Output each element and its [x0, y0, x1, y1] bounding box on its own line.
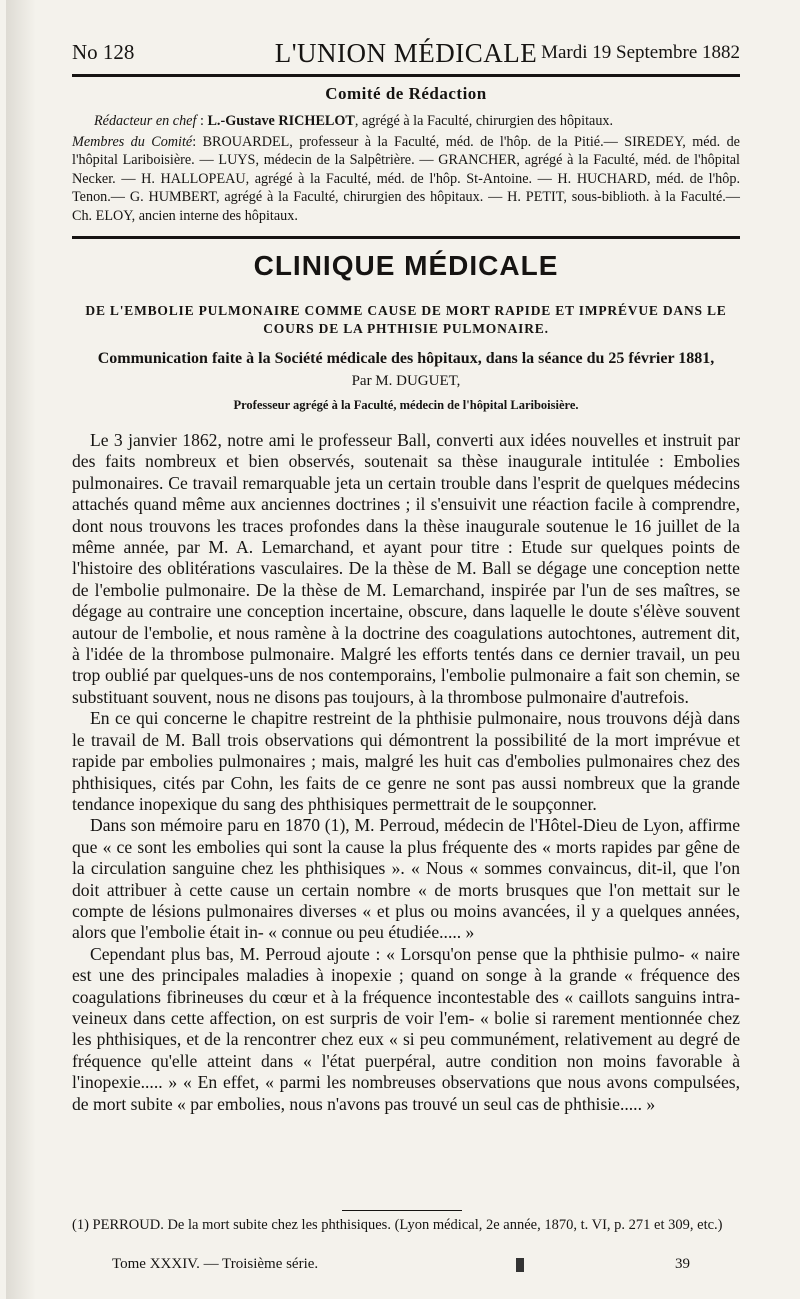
- issue-date: Mardi 19 Septembre 1882: [541, 42, 740, 63]
- paragraph: Dans son mémoire paru en 1870 (1), M. Perroud, médecin de l'Hôtel-Dieu de Lyon, affirme que « ce sont les embolies qui sont la cause la plus fréquente des « morts rapides par gêne de la circulation sanguine chez les phthisiques ». « Nous « sommes convaincus, dit-il, que l'on doit attribuer à cette cause un certain nombre « de morts brusques que l'on mettait sur le compte de lésions pulmonaires diverses « et plus ou moins avancées, il y a quelques années, alors que l'embolie était in- « connue ou peu étudiée..... »: [72, 815, 740, 943]
- article-body: [72, 430, 740, 1115]
- author-affiliation: Professeur agrégé à la Faculté, médecin de l'hôpital Lariboisière.: [233, 398, 579, 412]
- committee-heading: Comité de Rédaction: [325, 84, 487, 103]
- article-title: DE L'EMBOLIE PULMONAIRE COMME CAUSE DE MORT RAPIDE ET IMPRÉVUE DANS LE COURS DE LA PHTHISIE PULMONAIRE.: [85, 303, 727, 336]
- editor-name: L.-Gustave RICHELOT: [207, 113, 355, 129]
- editor-label: Rédacteur en chef: [94, 113, 197, 129]
- running-header: [72, 38, 740, 72]
- printer-mark: [516, 1258, 524, 1272]
- committee-block: [72, 112, 740, 225]
- header-rule: [72, 74, 740, 77]
- paragraph: En ce qui concerne le chapitre restreint de la phthisie pulmonaire, nous trouvons déjà dans le travail de M. Ball trois observations qui démontrent la possibilité de la mort imprévue et rapide par embolies pulmonaires ; mais, malgré les huit cas d'embolies pulmonaires chez des phthisiques, cités par Cohn, les faits de ce genre ne sont pas aussi nombreux que la grande tendance inopexique du sang des phthisiques permettrait de le soupçonner.: [72, 708, 740, 814]
- page-shadow: [6, 0, 36, 1299]
- editor-desc: , agrégé à la Faculté, chirurgien des hôpitaux.: [354, 113, 614, 129]
- editor-line: Rédacteur en chef : L.-Gustave RICHELOT, agrégé à la Faculté, chirurgien des hôpitaux.: [94, 113, 614, 129]
- members-line: [72, 133, 740, 226]
- committee-rule: [72, 236, 740, 239]
- author-line: Par M. DUGUET,: [351, 373, 461, 389]
- footnote-rule: [342, 1210, 462, 1211]
- communication-note: Communication faite à la Société médicale des hôpitaux, dans la séance du 25 février 1881,: [97, 350, 715, 367]
- journal-title: L'UNION MÉDICALE: [274, 38, 538, 68]
- section-heading: CLINIQUE MÉDICALE: [253, 250, 559, 281]
- issue-number: No 128: [72, 40, 135, 64]
- members-text: : BROUARDEL, professeur à la Faculté, méd. de l'hôp. de la Pitié.— SIREDEY, méd. de l'hôpital Lariboisière. — LUYS, médecin de la Salpêtrière. — GRANCHER, agrégé à la Faculté, méd. de l'hôpital Necker. — H. HALLOPEAU, agrégé à la Faculté, méd. de l'hôp. St-Antoine. — H. HUCHARD, méd. de l'hôp. Tenon.— G. HUMBERT, agrégé à la Faculté, chirurgien des hôpitaux. — H. PETIT, sous-biblioth. à la Faculté.— Ch. ELOY, ancien interne des hôpitaux.: [72, 133, 740, 224]
- paragraph: Le 3 janvier 1862, notre ami le professeur Ball, converti aux idées nouvelles et instruit par des faits nombreux et bien observés, soutenait sa thèse inaugurale intitulée : Embolies pulmonaires. Ce travail remarquable jeta un certain trouble dans l'esprit de quelques médecins attachés quand même aux anciennes doctrines ; il s'ensuivit une réaction facile à comprendre, dont nous trouvons les traces profondes dans la thèse inaugurale soutenue le 16 juillet de la même année, par M. A. Lemarchand, et ayant pour titre : Etude sur quelques points de l'histoire des oblitérations vasculaires. De la thèse de M. Ball se dégage une conception nette de l'embolie pulmonaire. De la thèse de M. Lemarchand, inspirée par l'un de ses maîtres, se dégage au contraire une conception incertaine, obscure, dans laquelle le doute s'élève souvent autour de l'embolie, et nous ramène à la doctrine des coagulations autochtones, autrement dit, à l'idée de la thrombose pulmonaire. Malgré les efforts tentés dans ce dernier travail, un peu trop oublié par quelques-uns de nos contemporains, l'embolie pulmonaire a fait son chemin, se substituant souvent, nous ne disons pas toujours, à la thrombose pulmonaire d'autrefois.: [72, 430, 740, 707]
- members-label: Membres du Comité: [72, 133, 193, 150]
- page-footer: [72, 1256, 740, 1280]
- footnote: (1) PERROUD. De la mort subite chez les phthisiques. (Lyon médical, 2e année, 1870, t. VI, p. 271 et 309, etc.): [72, 1217, 723, 1233]
- page-number: 39: [675, 1256, 690, 1272]
- paragraph: Cependant plus bas, M. Perroud ajoute : « Lorsqu'on pense que la phthisie pulmo- « naire est une des principales maladies à inopexie ; quand on songe à la grande « fréquence des coagulations fibrineuses du cœur et à la fréquence incontestable des « caillots sanguins intra-veineux dans cette affection, on est surpris de voir l'em- « bolie si rarement mentionnée chez les phthisiques, et de la rencontrer chez eux « si peu communément, relativement au degré de fréquence qu'elle atteint dans « l'état puerpéral, autre condition non moins favorable à l'inopexie..... » « En effet, « parmi les nombreuses observations que nous avons compulsées, de mort subite « par embolies, nous n'avons pas trouvé un seul cas de phthisie..... »: [72, 943, 740, 1114]
- tome-series: Tome XXXIV. — Troisième série.: [112, 1256, 319, 1272]
